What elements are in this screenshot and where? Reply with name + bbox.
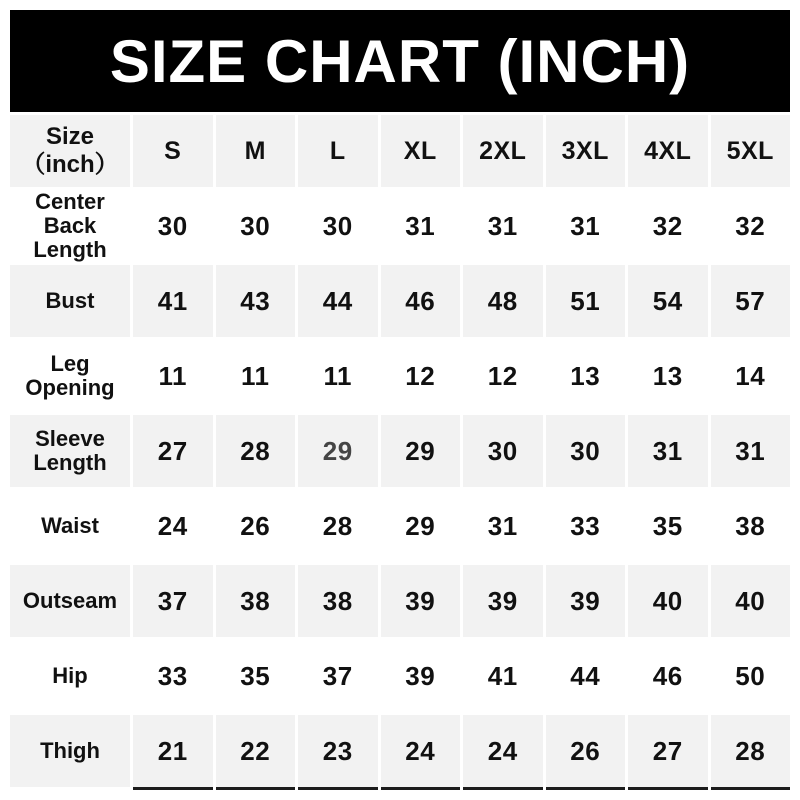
- value-cell: 31: [405, 210, 436, 241]
- value-cell: 26: [546, 715, 626, 787]
- value-cell: 30: [546, 415, 626, 487]
- value-cell: 13: [570, 360, 601, 391]
- title-banner: [10, 10, 790, 112]
- value-cell: 38: [298, 565, 378, 637]
- value-cell: 40: [628, 565, 708, 637]
- value-cell: 38: [735, 510, 766, 541]
- corner-header-line1: Size: [45, 123, 95, 151]
- value-cell: 28: [216, 415, 296, 487]
- column-header-cell: 3XL: [546, 115, 626, 187]
- value-cell: 32: [735, 210, 766, 241]
- row-label-cell: Bust: [10, 265, 130, 337]
- value-cell: 48: [463, 265, 543, 337]
- value-cell: 24: [381, 715, 461, 787]
- column-header-cell: S: [133, 115, 213, 187]
- value-cell: 39: [463, 565, 543, 637]
- column-header-cell: 2XL: [463, 115, 543, 187]
- value-cell: 29: [298, 415, 378, 487]
- value-cell: 44: [570, 660, 601, 691]
- value-cell: 11: [241, 360, 270, 391]
- value-cell: 14: [735, 360, 766, 391]
- value-cell: 43: [216, 265, 296, 337]
- column-header-cell: 4XL: [628, 115, 708, 187]
- value-cell: 30: [240, 210, 271, 241]
- value-cell: 50: [735, 660, 766, 691]
- column-header-cell: 5XL: [711, 115, 791, 187]
- value-cell: 39: [381, 565, 461, 637]
- value-cell: 28: [711, 715, 791, 787]
- value-cell: 35: [652, 510, 683, 541]
- value-cell: 12: [487, 360, 518, 391]
- value-cell: 29: [405, 510, 436, 541]
- value-cell: 51: [546, 265, 626, 337]
- value-cell: 44: [298, 265, 378, 337]
- value-cell: 31: [570, 210, 601, 241]
- corner-header-line2: （inch）: [21, 151, 119, 178]
- row-label-cell: Hip: [52, 663, 88, 689]
- value-cell: 26: [240, 510, 271, 541]
- value-cell: 11: [323, 360, 352, 391]
- row-label-cell: Center Back Length: [33, 189, 107, 262]
- value-cell: 31: [487, 210, 518, 241]
- corner-header-cell: [10, 115, 130, 187]
- value-cell: 37: [133, 565, 213, 637]
- value-cell: 32: [652, 210, 683, 241]
- value-cell: 39: [546, 565, 626, 637]
- value-cell: 30: [322, 210, 353, 241]
- value-cell: 29: [381, 415, 461, 487]
- value-cell: 33: [570, 510, 601, 541]
- value-cell: 46: [381, 265, 461, 337]
- value-cell: 46: [652, 660, 683, 691]
- value-cell: 37: [322, 660, 353, 691]
- value-cell: 27: [133, 415, 213, 487]
- value-cell: 13: [652, 360, 683, 391]
- column-header-cell: XL: [381, 115, 461, 187]
- value-cell: 31: [711, 415, 791, 487]
- value-cell: 30: [157, 210, 188, 241]
- row-label-cell: Waist: [41, 513, 99, 539]
- value-cell: 38: [216, 565, 296, 637]
- size-table: [10, 115, 790, 787]
- value-cell: 41: [487, 660, 518, 691]
- row-label-cell: Outseam: [10, 565, 130, 637]
- row-label-cell: Sleeve Length: [10, 415, 130, 487]
- value-cell: 27: [628, 715, 708, 787]
- value-cell: 33: [157, 660, 188, 691]
- row-label-cell: Leg Opening: [25, 351, 115, 400]
- value-cell: 12: [405, 360, 436, 391]
- row-label-cell: Thigh: [10, 715, 130, 787]
- value-cell: 31: [628, 415, 708, 487]
- value-cell: 31: [487, 510, 518, 541]
- value-cell: 39: [405, 660, 436, 691]
- value-cell: 57: [711, 265, 791, 337]
- value-cell: 54: [628, 265, 708, 337]
- value-cell: 30: [463, 415, 543, 487]
- value-cell: 23: [298, 715, 378, 787]
- column-header-cell: L: [298, 115, 378, 187]
- value-cell: 21: [133, 715, 213, 787]
- column-header-cell: M: [216, 115, 296, 187]
- value-cell: 28: [322, 510, 353, 541]
- value-cell: 11: [158, 360, 187, 391]
- value-cell: 41: [133, 265, 213, 337]
- page-title: SIZE CHART (INCH): [109, 27, 691, 95]
- value-cell: 24: [157, 510, 188, 541]
- value-cell: 40: [711, 565, 791, 637]
- value-cell: 22: [216, 715, 296, 787]
- value-cell: 35: [240, 660, 271, 691]
- value-cell: 24: [463, 715, 543, 787]
